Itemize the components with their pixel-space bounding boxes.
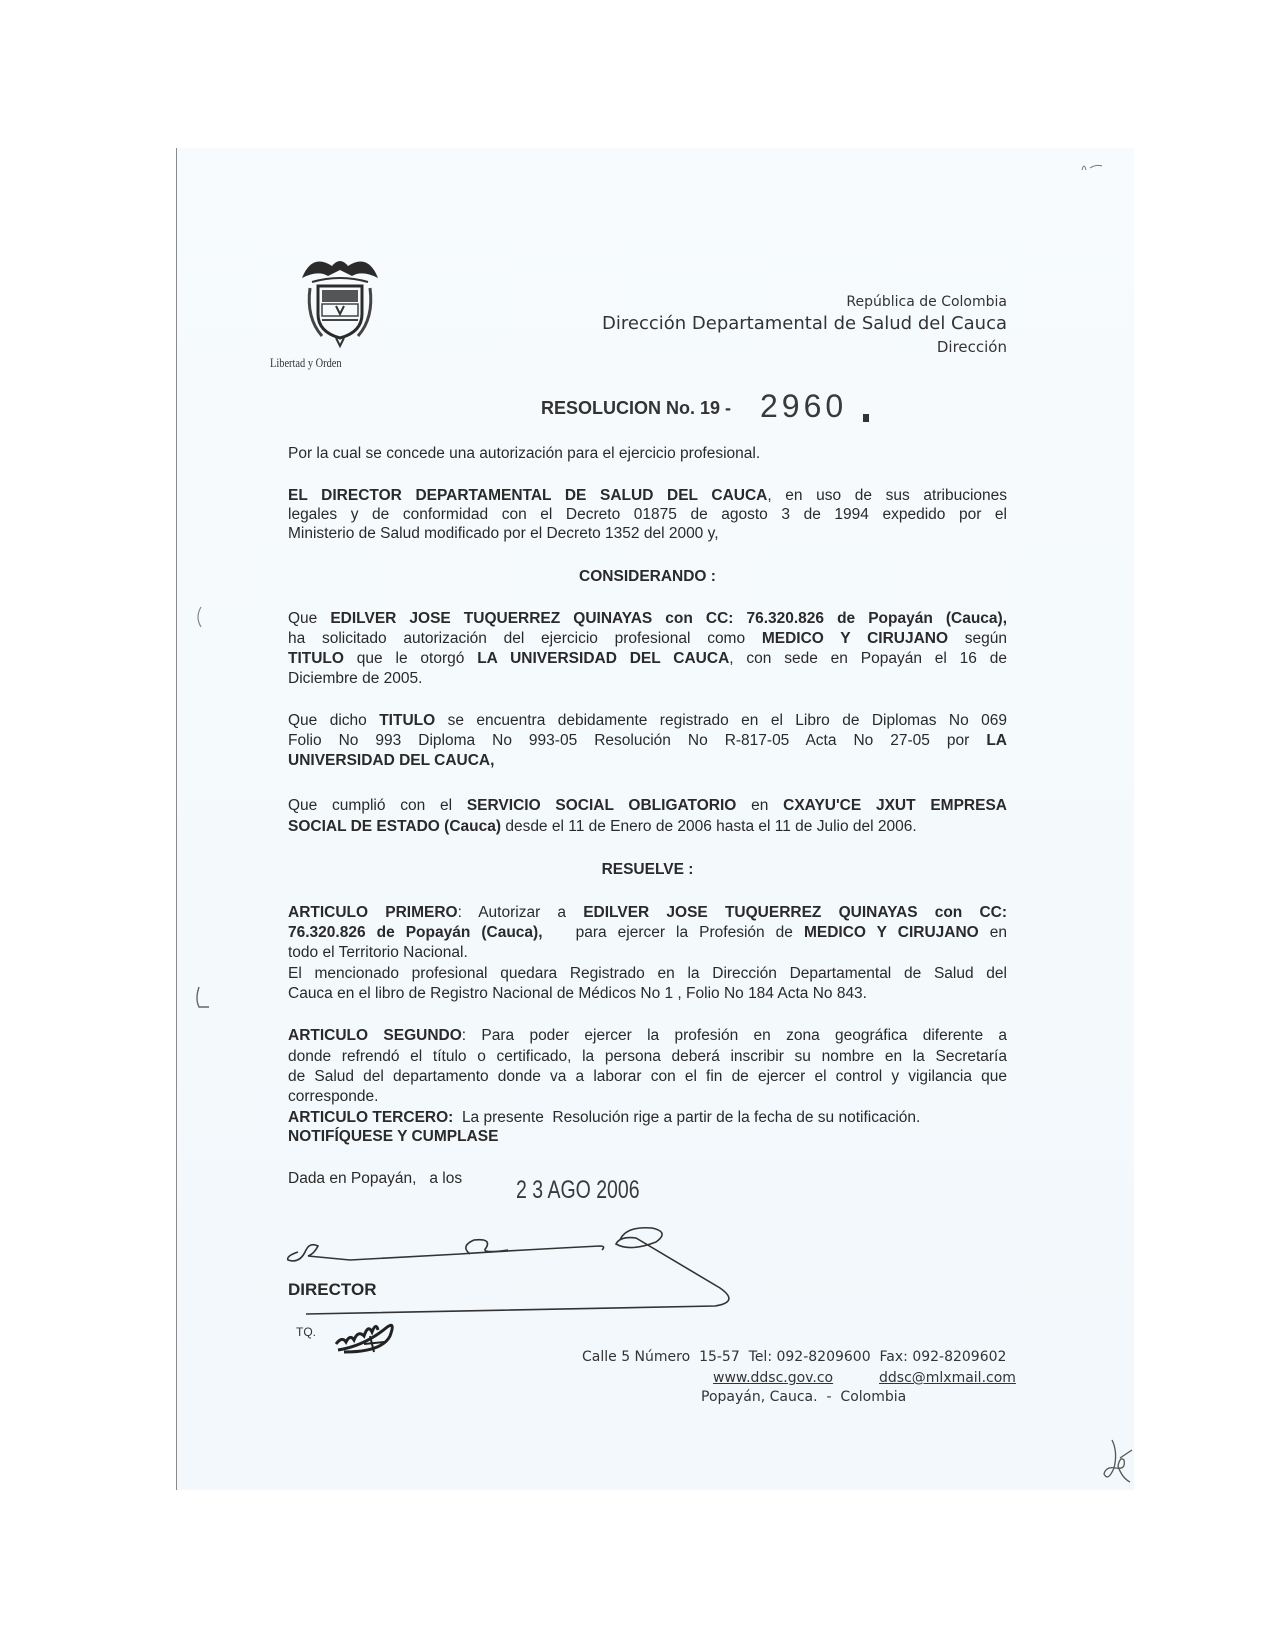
text: SERVICIO SOCIAL OBLIGATORIO xyxy=(466,797,737,814)
date-stamp: 2 3 AGO 2006 xyxy=(516,1176,640,1204)
footer-city: Popayán, Cauca. - Colombia xyxy=(701,1389,907,1405)
text: : Autorizar a xyxy=(457,904,584,921)
text: LA xyxy=(986,732,1007,749)
given-text: Dada en Popayán, a los xyxy=(288,1170,463,1187)
stamp-mark xyxy=(863,414,869,422)
preamble-text: , en uso de sus atribuciones xyxy=(767,487,1007,504)
initials-label: TQ. xyxy=(296,1325,316,1339)
text: que le otorgó xyxy=(343,650,478,667)
articulo-tercero-line-1 xyxy=(288,1108,1007,1127)
resolution-title xyxy=(541,398,731,419)
margin-pen-mark xyxy=(1080,160,1110,174)
footer-address: Calle 5 Número 15-57 Tel: 092-8209600 Fax: 092-8209602 xyxy=(582,1349,1007,1365)
text: desde el 11 de Enero de 2006 hasta el 11 de Julio del 2006. xyxy=(501,818,917,835)
text: MEDICO Y CIRUJANO xyxy=(803,924,979,941)
text: TITULO xyxy=(288,650,344,667)
text: Que xyxy=(288,610,331,627)
coat-of-arms-motto: Libertad y Orden xyxy=(270,355,342,370)
header-institution: Dirección Departamental de Salud del Cauca xyxy=(602,313,1007,334)
considerando-heading: CONSIDERANDO : xyxy=(579,568,716,585)
preamble-authority: EL DIRECTOR DEPARTAMENTAL DE SALUD DEL CAUCA xyxy=(288,487,768,504)
articulo-segundo-line-2: donde refrendó el título o certificado, la persona deberá inscribir su nombre en la Secretaría xyxy=(288,1048,1007,1065)
preamble-line-3: Ministerio de Salud modificado por el Decreto 1352 del 2000 y, xyxy=(288,525,719,542)
text: EDILVER JOSE TUQUERREZ QUINAYAS con CC: xyxy=(583,904,1007,921)
header-country: República de Colombia xyxy=(846,294,1007,310)
text: Que dicho xyxy=(288,712,380,729)
text: según xyxy=(948,630,1007,647)
text: Folio No 993 Diploma No 993-05 Resolución No R-817-05 Acta No 27-05 por xyxy=(288,732,987,749)
text: en xyxy=(978,924,1008,941)
considerando-p3-line-1 xyxy=(288,796,1007,815)
text: La presente Resolución rige a partir de la fecha de su notificación. xyxy=(453,1109,921,1126)
text: en xyxy=(736,797,784,814)
signature-title: DIRECTOR xyxy=(288,1280,377,1299)
text: ARTICULO PRIMERO xyxy=(288,904,458,921)
considerando-p3-line-2 xyxy=(288,817,1007,836)
text: ha solicitado autorización del ejercicio profesional como xyxy=(288,630,762,647)
handwritten-initials-mark xyxy=(1100,1438,1140,1488)
considerando-p2-line-1 xyxy=(288,711,1007,730)
resolution-number-stamp: 2960 xyxy=(760,388,848,424)
articulo-primero-line-3: todo el Territorio Nacional. xyxy=(288,944,468,961)
articulo-primero-line-5: Cauca en el libro de Registro Nacional de Médicos No 1 , Folio No 184 Acta No 843. xyxy=(288,985,867,1002)
text: SOCIAL DE ESTADO (Cauca) xyxy=(288,818,502,835)
considerando-p1-line-2 xyxy=(288,629,1007,648)
articulo-segundo-line-1 xyxy=(288,1026,1007,1045)
considerando-p1-line-1 xyxy=(288,609,1007,628)
text: ARTICULO SEGUNDO xyxy=(288,1027,462,1044)
footer-email[interactable]: ddsc@mlxmail.com xyxy=(879,1370,1016,1386)
director-signature xyxy=(280,1210,750,1320)
header-office: Dirección xyxy=(936,338,1007,356)
considerando-p1-line-4: Diciembre de 2005. xyxy=(288,670,423,687)
applicant-name: EDILVER JOSE TUQUERREZ QUINAYAS con CC: 76.320.826 de Popayán (Cauca), xyxy=(330,610,1007,627)
considerando-p1-line-3 xyxy=(288,649,1007,668)
articulo-segundo-line-4: corresponde. xyxy=(288,1088,379,1105)
considerando-p2-line-2 xyxy=(288,731,1007,750)
margin-bracket-mark xyxy=(193,605,205,629)
text: ARTICULO TERCERO: xyxy=(288,1109,454,1126)
closing-notice: NOTIFÍQUESE Y CUMPLASE xyxy=(288,1128,499,1145)
text: Que cumplió con el xyxy=(288,797,467,814)
articulo-primero-line-4: El mencionado profesional quedara Registrado en la Dirección Departamental de Salud del xyxy=(288,965,1007,982)
preamble-line-2: legales y de conformidad con el Decreto 01875 de agosto 3 de 1994 expedido por el xyxy=(288,506,1007,523)
text: TITULO xyxy=(379,712,436,729)
margin-bracket-mark xyxy=(193,985,213,1011)
text: CXAYU'CE JXUT EMPRESA xyxy=(783,797,1007,814)
initials-signature xyxy=(334,1316,414,1360)
text: se encuentra debidamente registrado en el Libro de Diplomas No 069 xyxy=(435,712,1007,729)
articulo-segundo-line-3: de Salud del departamento donde va a laborar con el fin de ejercer el control y vigilancia que xyxy=(288,1068,1007,1085)
text: : Para poder ejercer la profesión en zona geográfica diferente a xyxy=(461,1027,1008,1044)
resolution-subject: Por la cual se concede una autorización para el ejercicio profesional. xyxy=(288,445,761,462)
resolution-label: RESOLUCION No. 19 - xyxy=(541,398,732,418)
footer-website[interactable]: www.ddsc.gov.co xyxy=(713,1370,834,1386)
resuelve-heading: RESUELVE : xyxy=(601,861,694,878)
coat-of-arms-logo xyxy=(292,248,388,348)
text: 76.320.826 de Popayán (Cauca), xyxy=(288,924,543,941)
articulo-primero-line-2 xyxy=(288,923,1007,942)
considerando-p2-line-3: UNIVERSIDAD DEL CAUCA, xyxy=(288,752,495,769)
profession: MEDICO Y CIRUJANO xyxy=(761,630,949,647)
articulo-primero-line-1 xyxy=(288,903,1007,922)
university: LA UNIVERSIDAD DEL CAUCA xyxy=(477,650,730,667)
preamble-line-1 xyxy=(288,486,1007,505)
scan-edge xyxy=(176,148,177,1490)
text: para ejercer la Profesión de xyxy=(542,924,804,941)
text: , con sede en Popayán el 16 de xyxy=(729,650,1007,667)
